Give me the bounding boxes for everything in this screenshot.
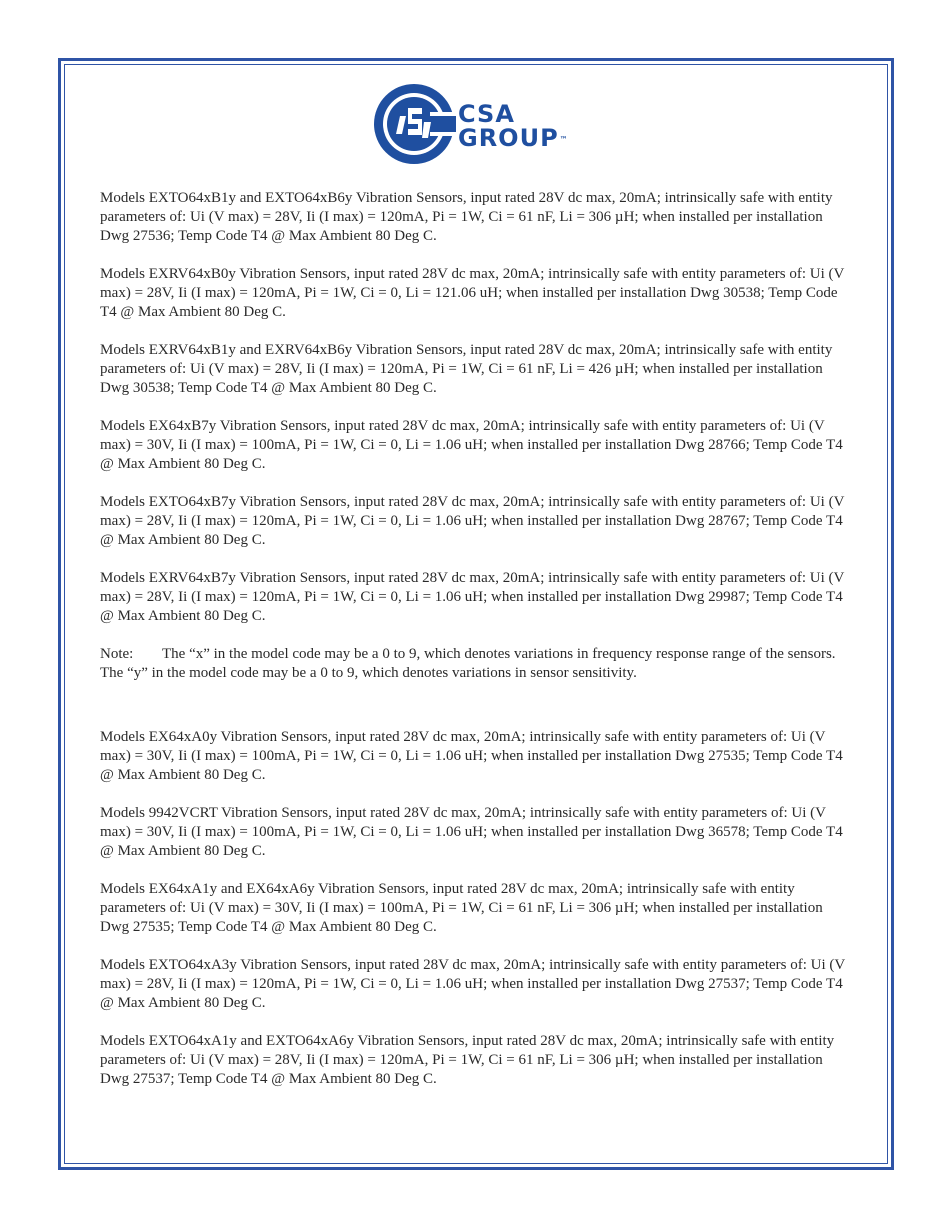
- logo-trademark: ™: [559, 135, 569, 144]
- logo-text-group-word: GROUP: [458, 124, 559, 152]
- model-paragraph: Models EXTO64xA1y and EXTO64xA6y Vibration Sensors, input rated 28V dc max, 20mA; intrinsically safe with entity parameters of: Ui (V max) = 28V, Ii (I max) = 120mA, Pi = 1W, Ci = 61 nF, Li = 306 µH; when installed per installation Dwg 27537; Temp Code T4 @ Max Ambient 80 Deg C.: [100, 1033, 835, 1087]
- model-paragraph: Models 9942VCRT Vibration Sensors, input rated 28V dc max, 20mA; intrinsically safe with entity parameters of: Ui (V max) = 30V, Ii (I max) = 100mA, Pi = 1W, Ci = 0, Li = 1.06 uH; when installed per installation Dwg 36578; Temp Code T4 @ Max Ambient 80 Deg C.: [100, 805, 843, 859]
- csa-group-logo: [372, 82, 602, 174]
- model-paragraph: Models EX64xB7y Vibration Sensors, input rated 28V dc max, 20mA; intrinsically safe with entity parameters of: Ui (V max) = 30V, Ii (I max) = 100mA, Pi = 1W, Ci = 0, Li = 1.06 uH; when installed per installation Dwg 28766; Temp Code T4 @ Max Ambient 80 Deg C.: [100, 418, 843, 472]
- model-paragraph: Models EXTO64xA3y Vibration Sensors, input rated 28V dc max, 20mA; intrinsically safe with entity parameters of: Ui (V max) = 28V, Ii (I max) = 120mA, Pi = 1W, Ci = 0, Li = 1.06 uH; when installed per installation Dwg 27537; Temp Code T4 @ Max Ambient 80 Deg C.: [100, 957, 845, 1011]
- note-label: Note:: [100, 646, 134, 662]
- model-paragraph: Models EX64xA0y Vibration Sensors, input rated 28V dc max, 20mA; intrinsically safe with entity parameters of: Ui (V max) = 30V, Ii (I max) = 100mA, Pi = 1W, Ci = 0, Li = 1.06 uH; when installed per installation Dwg 27535; Temp Code T4 @ Max Ambient 80 Deg C.: [100, 729, 843, 783]
- model-paragraph: Models EXTO64xB7y Vibration Sensors, input rated 28V dc max, 20mA; intrinsically safe with entity parameters of: Ui (V max) = 28V, Ii (I max) = 120mA, Pi = 1W, Ci = 0, Li = 1.06 uH; when installed per installation Dwg 28767; Temp Code T4 @ Max Ambient 80 Deg C.: [100, 494, 845, 548]
- model-paragraph: Models EXRV64xB0y Vibration Sensors, input rated 28V dc max, 20mA; intrinsically safe with entity parameters of: Ui (V max) = 28V, Ii (I max) = 120mA, Pi = 1W, Ci = 0, Li = 121.06 uH; when installed per installation Dwg 30538; Temp Code T4 @ Max Ambient 80 Deg C.: [100, 266, 845, 320]
- model-paragraph: Models EXRV64xB7y Vibration Sensors, input rated 28V dc max, 20mA; intrinsically safe with entity parameters of: Ui (V max) = 28V, Ii (I max) = 120mA, Pi = 1W, Ci = 0, Li = 1.06 uH; when installed per installation Dwg 29987; Temp Code T4 @ Max Ambient 80 Deg C.: [100, 570, 845, 624]
- model-code-note: [100, 645, 850, 683]
- logo-wordmark: [458, 102, 569, 150]
- logo-text-group: [458, 126, 569, 150]
- logo-text-csa: CSA: [458, 100, 515, 128]
- model-paragraph: Models EXTO64xB1y and EXTO64xB6y Vibration Sensors, input rated 28V dc max, 20mA; intrinsically safe with entity parameters of: Ui (V max) = 28V, Ii (I max) = 120mA, Pi = 1W, Ci = 61 nF, Li = 306 µH; when installed per installation Dwg 27536; Temp Code T4 @ Max Ambient 80 Deg C.: [100, 190, 833, 244]
- model-paragraph: Models EX64xA1y and EX64xA6y Vibration Sensors, input rated 28V dc max, 20mA; intrinsically safe with entity parameters of: Ui (V max) = 30V, Ii (I max) = 100mA, Pi = 1W, Ci = 61 nF, Li = 306 µH; when installed per installation Dwg 27535; Temp Code T4 @ Max Ambient 80 Deg C.: [100, 881, 823, 935]
- certificate-body: [100, 189, 850, 1108]
- model-paragraph: Models EXRV64xB1y and EXRV64xB6y Vibration Sensors, input rated 28V dc max, 20mA; intrinsically safe with entity parameters of: Ui (V max) = 28V, Ii (I max) = 120mA, Pi = 1W, Ci = 61 nF, Li = 426 µH; when installed per installation Dwg 30538; Temp Code T4 @ Max Ambient 80 Deg C.: [100, 342, 833, 396]
- note-text: The “x” in the model code may be a 0 to 9, which denotes variations in frequency response range of the sensors. The “y” in the model code may be a 0 to 9, which denotes variations in sensor sensitivity.: [100, 646, 836, 681]
- csa-logo-mark-icon: [372, 82, 456, 166]
